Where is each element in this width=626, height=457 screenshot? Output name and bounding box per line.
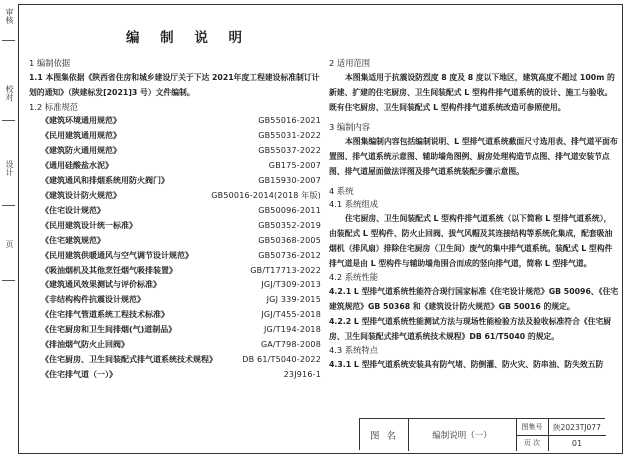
standard-code: GB55016-2021 (258, 116, 321, 125)
standard-code: JGJ/T309-2013 (261, 280, 321, 290)
section-1-1-text: 1.1 本图集依据《陕西省住房和城乡建设厅关于下达 2021年度工程建设标准制订计划的通知》（陕建标发[2021]3 号）文件编制。 (29, 73, 320, 97)
standard-name: 《民用建筑设计统一标准》 (41, 220, 137, 230)
standard-row (29, 264, 325, 279)
standard-code: GA/T798-2008 (260, 340, 321, 350)
standard-code: GB50368-2005 (258, 235, 321, 245)
standard-name: 《建筑通风效果测试与评价标准》 (41, 280, 161, 290)
standard-name: 《非结构构件抗震设计规范》 (41, 295, 145, 305)
standard-row (29, 144, 325, 159)
section-4-heading: 4 系统 (329, 186, 354, 196)
binding-divider (2, 280, 15, 281)
standard-row (29, 338, 325, 353)
standard-name: 《建筑防火通用规范》 (41, 145, 121, 155)
standards-list (29, 114, 325, 383)
standard-code: GB/T17713-2022 (250, 265, 321, 275)
standard-name: 《建筑设计防火规范》 (41, 190, 121, 200)
standard-name: 《住宅厨房、卫生间装配式排气道系统技术规程》 (41, 355, 217, 365)
binding-divider (2, 40, 15, 41)
binding-mark-page: 页 (5, 240, 14, 248)
standard-code: JGJ/T455-2018 (261, 310, 321, 320)
standard-code: GB50736-2012 (258, 250, 321, 260)
standard-code: GB175-2007 (268, 160, 321, 170)
standard-name: 《建筑环境通用规范》 (41, 116, 121, 125)
standard-row (29, 159, 325, 174)
title-block-label-atlas-no: 图集号 (521, 423, 543, 431)
standard-name: 《吸油烟机及其他烹饪烟气吸排装置》 (41, 265, 177, 275)
standard-name: 《民用建筑供暖通风与空气调节设计规范》 (41, 250, 193, 260)
binding-divider (2, 120, 15, 121)
title-block-label-name: 图 名 (369, 431, 399, 442)
standard-row (29, 308, 325, 323)
standard-name: 《住宅排气道（一）》 (41, 370, 117, 380)
standard-row (29, 219, 325, 234)
title-block-label-page: 页 次 (523, 439, 541, 447)
standard-row (29, 368, 325, 383)
title-block-drawing-name: 编制说明（一） (432, 431, 492, 441)
standard-code: GB15930-2007 (258, 175, 321, 185)
page-title: 编 制 说 明 (125, 30, 251, 46)
standard-name: 《住宅厨房和卫生间排烟(气)道制品》 (41, 325, 177, 335)
binding-mark-design: 设计 (5, 160, 14, 176)
standard-name: 《通用硅酸盐水泥》 (41, 160, 113, 170)
drawing-sheet (18, 4, 623, 454)
standard-code: JGJ 339-2015 (266, 295, 321, 305)
standard-code: 23J916-1 (283, 370, 321, 380)
standard-row (29, 293, 325, 308)
standard-code: GB55037-2022 (258, 145, 321, 155)
title-block-atlas-no: 陕2023TJ077 (553, 422, 601, 432)
standard-name: 《住宅建筑规范》 (41, 235, 105, 245)
standard-row (29, 278, 325, 293)
binding-strip (0, 0, 18, 457)
standard-code: JG/T194-2018 (263, 325, 321, 335)
binding-mark-proofread: 校对 (5, 85, 14, 101)
section-4-2-2-text: 4.2.2 L 型排气道系统性能测试方法与现场性能检验方法及验收标准符合《住宅厨房、卫生间装配式排气道系统技术规程》DB 61/T5040 的规定。 (329, 317, 612, 341)
standard-row (29, 114, 325, 129)
section-2-text: 本图集适用于抗震设防烈度 8 度及 8 度以下地区，建筑高度不超过 100m 的新建、扩建的住宅厨房、卫生间装配式 L 型构件排气道系统的设计、施工与验收。既有住宅厨房、卫生间装配式 L 型构件排气道系统改造可参照使用。 (329, 73, 615, 112)
section-3-heading: 3 编制内容 (329, 122, 371, 132)
standard-name: 《住宅排气管道系统工程技术标准》 (41, 310, 169, 320)
standard-code: GB50096-2011 (258, 205, 321, 215)
standard-name: 《建筑通风和排烟系统用防火阀门》 (41, 175, 169, 185)
section-3-text: 本图集编制内容包括编制说明、L 型排气道系统截面尺寸选用表、排气道平面布置图、排气道系统示意图、辅助墙角图例、厨房处理构造节点图、排气道安装节点图、排气道屋面做法详图及排气道系统装配步骤示意图。 (329, 137, 618, 176)
binding-mark-review: 审核 (5, 8, 14, 24)
section-2-heading: 2 适用范围 (329, 58, 371, 68)
section-4-1-text: 住宅厨房、卫生间装配式 L 型构件排气道系统（以下简称 L 型排气道系统），由装配式 L 型构件、防火止回阀、拔气风帽及其连接结构等系统化集成，配套吸油烟机（排风扇）排除住宅厨房（卫生间）废气的集中排气道系统。装配式 L 型构件排气道是由 L 型构件与辅助墙角围合而成的竖向排气道，简称 L 型排气道。 (329, 214, 613, 268)
standard-code: GB50016-2014(2018 年版) (211, 190, 321, 200)
section-1-heading: 1 编制依据 (29, 58, 71, 68)
standard-name: 《排油烟气防火止回阀》 (41, 340, 129, 350)
section-4-2-1-text: 4.2.1 L 型排气道系统性能符合现行国家标准《住宅设计规范》GB 50096、《住宅建筑规范》GB 50368 和《建筑设计防火规范》GB 50016 的规定。 (329, 287, 619, 311)
left-column (29, 57, 325, 383)
section-4-3-heading: 4.3 系统特点 (329, 345, 379, 355)
standard-row (29, 129, 325, 144)
section-4-1-heading: 4.1 系统组成 (329, 199, 379, 209)
section-1-2-heading: 1.2 标准规范 (29, 102, 79, 112)
section-4-3-1-text: 4.3.1 L 型排气道系统安装具有防气堵、防倒灌、防火灾、防串油、防失效五防 (329, 360, 604, 369)
standard-row (29, 234, 325, 249)
binding-divider (2, 205, 15, 206)
title-block (359, 418, 605, 450)
standard-code: DB 61/T5040-2022 (242, 355, 321, 365)
standard-row (29, 353, 325, 368)
standard-row (29, 323, 325, 338)
standard-row (29, 249, 325, 264)
title-block-page-no: 01 (571, 438, 583, 448)
standard-row (29, 204, 325, 219)
standard-code: GB50352-2019 (258, 220, 321, 230)
standard-code: GB55031-2022 (258, 130, 321, 140)
standard-name: 《住宅设计规范》 (41, 205, 105, 215)
standard-row (29, 189, 325, 204)
right-column (329, 57, 619, 372)
standard-name: 《民用建筑通用规范》 (41, 130, 121, 140)
standard-row (29, 174, 325, 189)
section-4-2-heading: 4.2 系统性能 (329, 272, 379, 282)
